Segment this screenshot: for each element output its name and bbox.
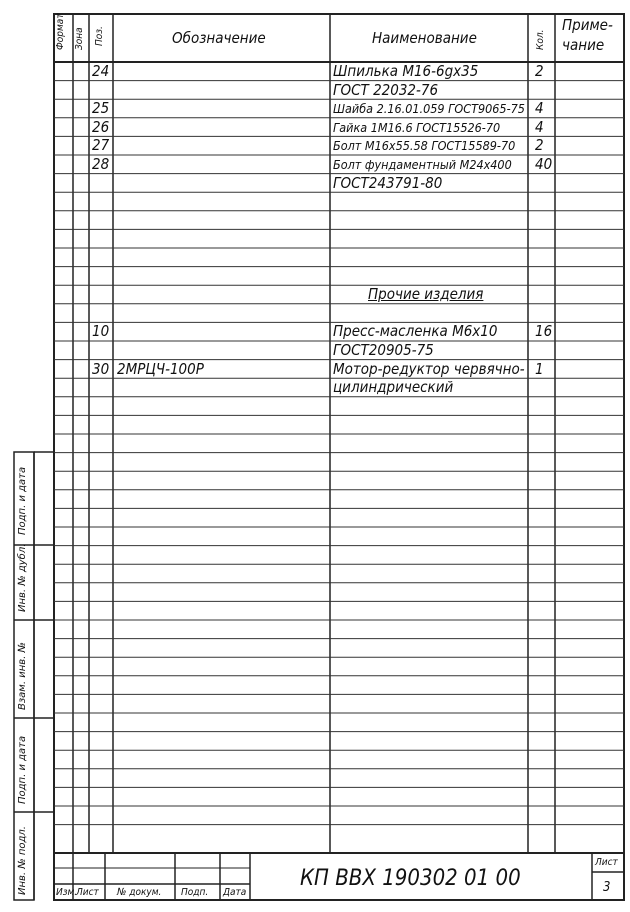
side-label-vzam-inv: Взам. инв. № [17, 642, 28, 710]
stamp-podp: Подп. [181, 887, 209, 898]
row-qty: 40 [535, 155, 553, 173]
row-qty: 2 [535, 62, 544, 80]
row-name: ГОСТ243791-80 [333, 173, 443, 192]
header-designation: Обозначение [172, 29, 266, 47]
row-name: Шпилька М16-6gх35 [333, 62, 479, 80]
stamp-doc-no: № докум. [117, 887, 162, 898]
row-pos: 28 [92, 155, 110, 173]
side-label-inv-podl: Инв. № подл. [17, 826, 28, 895]
stamp-izm: Изм. [56, 887, 78, 898]
row-designation: 2МРЦЧ-100Р [117, 359, 204, 378]
row-name: Шайба 2.16.01.059 ГОСТ9065-75 [333, 101, 525, 117]
side-label-podp-data-1: Подп. и дата [17, 466, 28, 535]
row-pos: 24 [92, 62, 110, 80]
row-qty: 4 [535, 117, 544, 136]
header-format: Формат [55, 13, 66, 50]
row-name: Гайка 1М16.6 ГОСТ15526-70 [333, 119, 501, 135]
header-pos: Поз. [94, 26, 105, 46]
row-qty: 1 [535, 359, 544, 378]
row-name: ГОСТ20905-75 [333, 341, 434, 359]
row-qty: 16 [535, 322, 553, 341]
side-label-inv-dubl: Инв. № дубл. [17, 543, 28, 612]
row-name: Болт фундаментный М24х400 [333, 157, 512, 172]
row-qty: 4 [535, 99, 544, 118]
row-qty: 2 [535, 136, 544, 155]
row-name: ГОСТ 22032-76 [333, 80, 439, 99]
document-code: КП ВВХ 190302 01 00 [300, 866, 521, 891]
header-note-line2: чание [562, 36, 605, 54]
row-name: цилиндрический [333, 378, 454, 397]
stamp-sheet-label: Лист [595, 857, 618, 868]
side-label-podp-data-2: Подп. и дата [17, 735, 28, 804]
row-name: Прочие изделия [368, 285, 484, 304]
stamp-sheet-number: 3 [603, 880, 611, 895]
row-pos: 27 [92, 136, 110, 155]
stamp-list: Лист [76, 887, 99, 898]
header-zone: Зона [74, 27, 85, 50]
row-name: Пресс-масленка М6х10 [333, 322, 498, 341]
header-name: Наименование [372, 29, 477, 47]
stamp-date: Дата [223, 887, 247, 898]
row-pos: 25 [92, 99, 110, 118]
header-note-line1: Приме- [562, 16, 613, 34]
row-pos: 30 [92, 359, 110, 378]
header-qty: Кол. [535, 29, 546, 50]
row-pos: 10 [92, 322, 110, 341]
row-name: Мотор-редуктор червячно- [333, 359, 525, 378]
row-pos: 26 [92, 117, 110, 136]
row-name: Болт М16х55.58 ГОСТ15589-70 [333, 138, 516, 154]
